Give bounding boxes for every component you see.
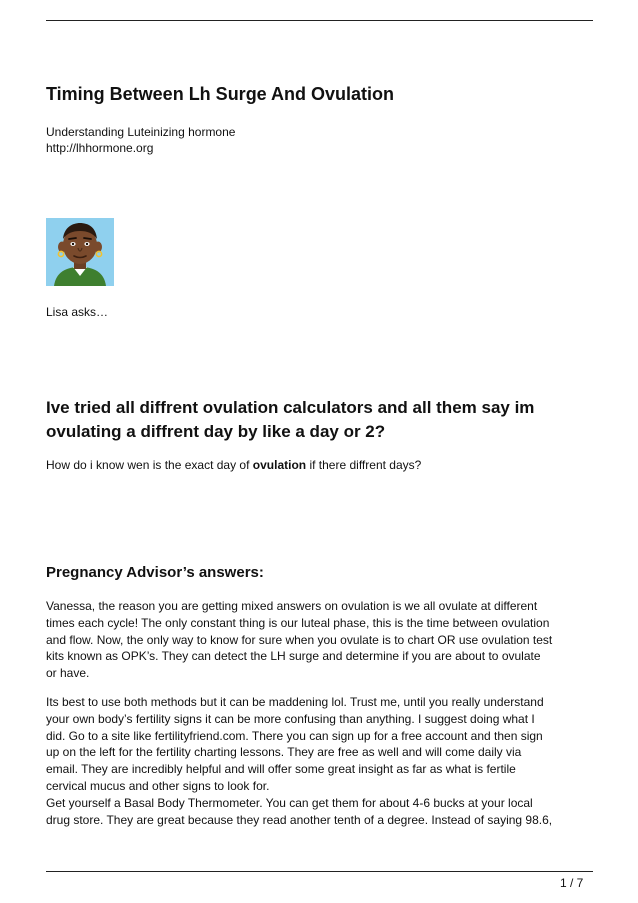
answer-paragraph-1 [46, 598, 594, 682]
answer-line: times each cycle! The only constant thing is our luteal phase, this is the time between ovulation [46, 615, 550, 630]
answer-line: email. They are incredibly helpful and will offer some great insight as far as what is fertile [46, 762, 516, 777]
answer-line: Get yourself a Basal Body Thermometer. You can get them for about 4-6 bucks at your local [46, 795, 533, 810]
answer-line: your own body’s fertility signs it can be more confusing than anything. I suggest doing what I [46, 711, 535, 726]
answer-line: and flow. Now, the only way to know for sure when you ovulate is to chart OR use ovulation test [46, 632, 553, 647]
answers-heading: Pregnancy Advisor’s answers: [46, 564, 264, 581]
document-url: http://lhhormone.org [46, 141, 154, 155]
question-title: Ive tried all diffrent ovulation calculators and all them say im ovulating a diffrent day by like a day or 2? [46, 398, 535, 441]
answer-line: up on the left for the fertility charting lessons. They are free as well and will come daily via [46, 745, 522, 760]
answer-line: cervical mucus and other signs to look for. [46, 778, 270, 793]
question-body-keyword: ovulation [252, 458, 307, 472]
answer-line: Its best to use both methods but it can be maddening lol. Trust me, until you really understand [46, 695, 544, 709]
question-body-text-after: if there diffrent days? [306, 458, 422, 472]
document-meta [46, 124, 235, 156]
answer-line: Vanessa, the reason you are getting mixed answers on ovulation is we all ovulate at different [46, 599, 538, 613]
asker-avatar [46, 218, 114, 286]
asker-label: Lisa asks… [46, 305, 109, 319]
answer-line: drug store. They are great because they read another tenth of a degree. Instead of saying 98.6, [46, 812, 553, 827]
answer-paragraph-2 [46, 694, 594, 828]
header-rule [46, 20, 593, 21]
answer-line: did. Go to a site like fertilityfriend.com. There you can sign up for a free account and then sign [46, 728, 543, 743]
page-number: 1 / 7 [560, 876, 584, 890]
footer-rule [46, 871, 593, 872]
question-body-text-before: How do i know wen is the exact day of [46, 458, 253, 472]
answer-line: or have. [46, 666, 90, 681]
user-avatar-cartoon-man-icon [46, 218, 114, 286]
question-body [46, 458, 421, 472]
document-title: Timing Between Lh Surge And Ovulation [46, 84, 395, 104]
answer-line: kits known as OPK’s. They can detect the LH surge and determine if you are about to ovulate [46, 649, 541, 664]
document-subtitle: Understanding Luteinizing hormone [46, 125, 236, 139]
